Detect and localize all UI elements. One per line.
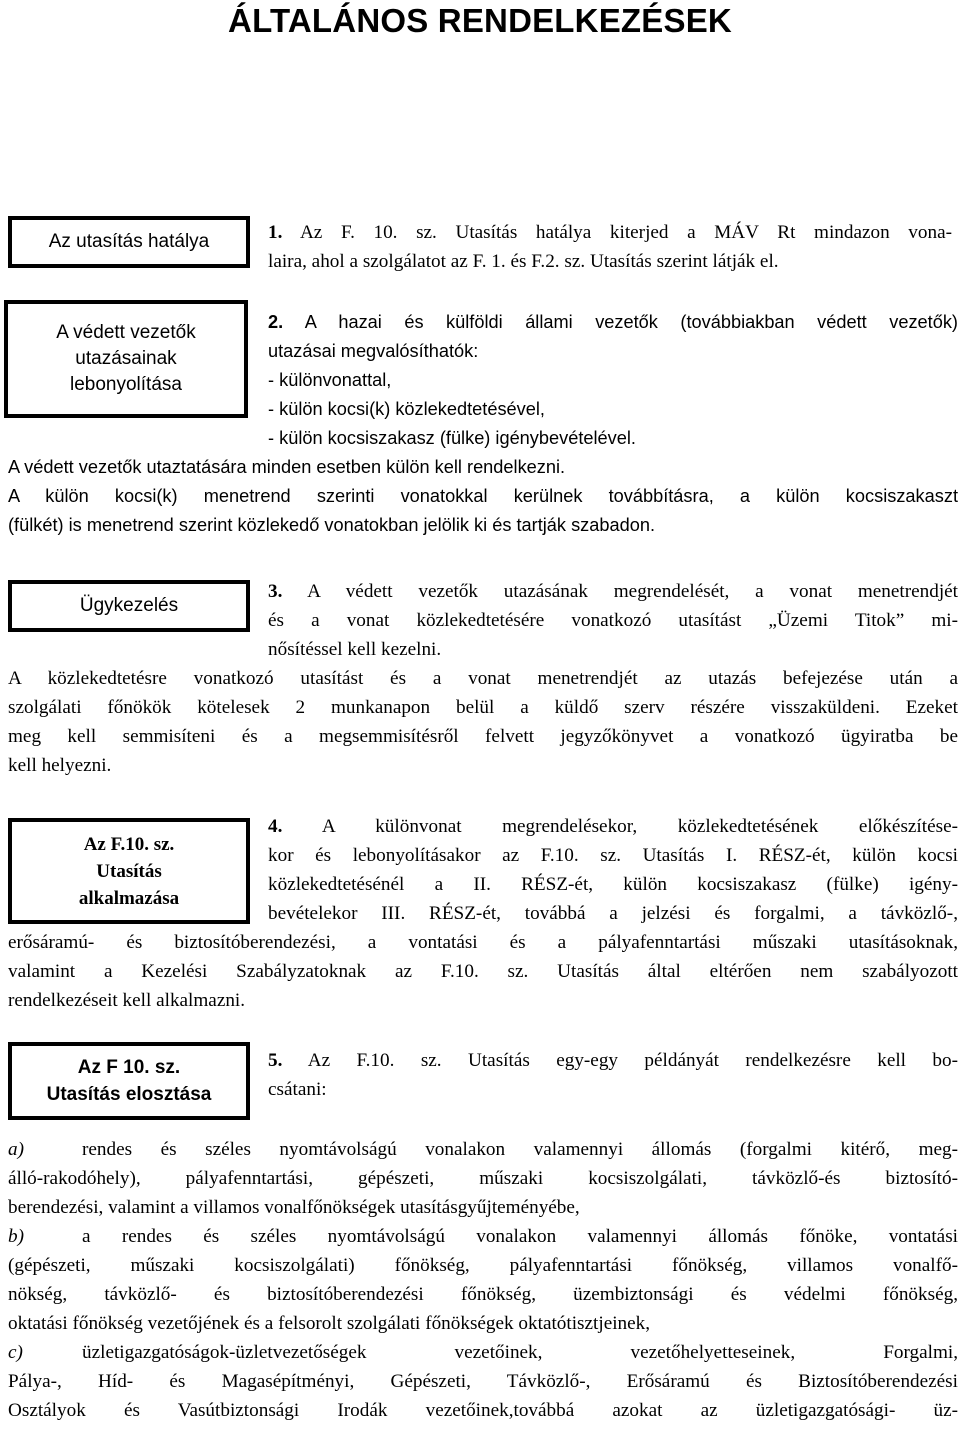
section-2-continuation	[8, 453, 958, 540]
section-2-text	[268, 308, 958, 453]
section-5-number: 5.	[268, 1050, 283, 1071]
section-4-after-3: rendelkezéseit kell alkalmazni.	[8, 990, 246, 1011]
sidebox-distribution-line-2: Utasítás elosztása	[46, 1084, 212, 1105]
sidebox-application-line-2: Utasítás	[96, 860, 162, 882]
section-1-line-1: 1. Az F. 10. sz. Utasítás hatálya kiterjed a MÁV Rt mindazon vona-	[268, 222, 952, 243]
section-4-after-1: erősáramú- és biztosítóberendezési, a vontatási és a pályafenntartási műszaki utasításoknak,	[8, 932, 958, 953]
section-2-line-1: 2. A hazai és külföldi állami vezetők (továbbiakban védett vezetők)	[268, 312, 958, 332]
page-title: ÁLTALÁNOS RENDELKEZÉSEK	[228, 2, 732, 39]
section-2-line-4: - külön kocsi(k) közlekedtetésével,	[268, 399, 545, 419]
sidebox-application	[8, 818, 250, 924]
sidebox-scope-label: Az utasítás hatálya	[48, 231, 210, 252]
section-3-line-1: 3. A védett vezetők utazásának megrendelését, a vonat menetrendjét	[268, 581, 958, 602]
list-item-c-line-2: Pálya-, Híd- és Magasépítményi, Gépészeti, Távközlő-, Erősáramú és Biztosítóberendezési	[8, 1371, 958, 1392]
list-item-b-line-1: b) a rendes és széles nyomtávolságú vonalakon valamennyi állomás főnöke, vontatási	[8, 1222, 958, 1251]
distribution-list	[8, 1135, 958, 1425]
section-5-line-1: 5. Az F.10. sz. Utasítás egy-egy példányát rendelkezésre kell bo-	[268, 1050, 958, 1071]
section-3-continuation	[8, 664, 958, 780]
section-1-text	[268, 218, 952, 276]
sidebox-case-handling-label: Ügykezelés	[79, 595, 179, 616]
list-item-c-label: c)	[8, 1342, 23, 1363]
list-item-b-label: b)	[8, 1226, 24, 1247]
sidebox-protected-line-2: utazásainak	[75, 348, 177, 369]
section-2-line-5: - külön kocsiszakasz (fülke) igénybevételével.	[268, 428, 636, 448]
sidebox-distribution-line-1: Az F 10. sz.	[77, 1057, 181, 1078]
section-4-line-4: bevételekor III. RÉSZ-ét, továbbá a jelzési és forgalmi, a távközlő-,	[268, 903, 958, 924]
section-4-after-2: valamint a Kezelési Szabályzatoknak az F.10. sz. Utasítás által eltérően nem szabályozott	[8, 961, 958, 982]
sidebox-application-line-1: Az F.10. sz.	[83, 833, 175, 855]
sidebox-protected-line-3: lebonyolítása	[70, 374, 182, 395]
section-4-text	[268, 812, 958, 928]
section-4-number: 4.	[268, 816, 283, 837]
section-2-line-2: utazásai megvalósíthatók:	[268, 341, 479, 361]
list-item-a-line-1: a) rendes és széles nyomtávolságú vonalakon valamennyi állomás (forgalmi kitérő, meg-	[8, 1135, 958, 1164]
list-item-c-line-3: Osztályok és Vasútbiztonsági Irodák vezetőinek,továbbá azokat az üzletigazgatósági- üz-	[8, 1400, 958, 1421]
section-3-after-1: A közlekedtetésre vonatkozó utasítást és a vonat menetrendjét az utazás befejezése után a	[8, 668, 958, 689]
list-item-b-line-2: (gépészeti, műszaki kocsiszolgálati) főnökség, pályafenntartási főnökség, villamos vonalfő-	[8, 1255, 958, 1276]
section-3-text	[268, 577, 958, 664]
sidebox-protected-line-1: A védett vezetők	[56, 322, 196, 343]
list-item-b-line-4: oktatási főnökség vezetőjének és a felsorolt szolgálati főnökségek oktatótisztjeinek,	[8, 1313, 651, 1334]
list-item-a-label: a)	[8, 1139, 24, 1160]
section-3-line-2: és a vonat közlekedtetésére vonatkozó utasítást „Üzemi Titok” mi-	[268, 610, 958, 631]
section-4-line-1: 4. A különvonat megrendelésekor, közlekedtetésének előkészítése-	[268, 816, 958, 837]
section-2-line-3: - különvonattal,	[268, 370, 392, 390]
section-2-after-2: A külön kocsi(k) menetrend szerinti vonatokkal kerülnek továbbításra, a külön kocsiszakaszt	[8, 486, 958, 506]
sidebox-distribution	[8, 1042, 250, 1120]
list-item-b-line-3: nökség, távközlő- és biztosítóberendezési főnökség, üzembiztonsági és védelmi főnökség,	[8, 1284, 958, 1305]
section-2-after-3: (fülkét) is menetrend szerint közlekedő vonatokban jelölik ki és tartják szabadon.	[8, 515, 655, 535]
sidebox-protected-leaders	[4, 300, 248, 418]
sidebox-application-line-3: alkalmazása	[78, 887, 180, 909]
section-5-text	[268, 1046, 958, 1104]
section-3-after-3: meg kell semmisíteni és a megsemmisítésről felvett jegyzőkönyvet a vonatkozó ügyiratba be	[8, 726, 958, 747]
section-3-line-3: nősítéssel kell kezelni.	[268, 639, 442, 660]
section-2-number: 2.	[268, 312, 284, 332]
list-item-a-line-2: álló-rakodóhely), pályafenntartási, gépészeti, műszaki kocsiszolgálati, távközlő-és biztosító-	[8, 1168, 958, 1189]
section-4-line-2: kor és lebonyolításakor az F.10. sz. Utasítás I. RÉSZ-ét, külön kocsi	[268, 845, 958, 866]
section-1-number: 1.	[268, 222, 283, 243]
section-1-line-2: laira, ahol a szolgálatot az F. 1. és F.2. sz. Utasítás szerint látják el.	[268, 251, 779, 272]
sidebox-case-handling	[8, 580, 250, 632]
section-2-after-1: A védett vezetők utaztatására minden esetben külön kell rendelkezni.	[8, 457, 566, 477]
list-item-c-line-1: c) üzletigazgatóságok-üzletvezetőségek vezetőinek, vezetőhelyetteseinek, Forgalmi,	[8, 1338, 958, 1367]
list-item-a-line-3: berendezési, valamint a villamos vonalfőnökségek utasításgyűjteményébe,	[8, 1197, 580, 1218]
section-5-line-2: csátani:	[268, 1079, 327, 1100]
section-3-after-2: szolgálati főnökök kötelesek 2 munkanapon belül a küldő szerv részére visszaküldeni. Ezeket	[8, 697, 958, 718]
section-3-number: 3.	[268, 581, 283, 602]
sidebox-scope	[8, 216, 250, 268]
section-3-after-4: kell helyezni.	[8, 755, 112, 776]
section-4-continuation	[8, 928, 958, 1015]
section-4-line-3: közlekedtetésénél a II. RÉSZ-ét, külön kocsiszakasz (fülke) igény-	[268, 874, 958, 895]
